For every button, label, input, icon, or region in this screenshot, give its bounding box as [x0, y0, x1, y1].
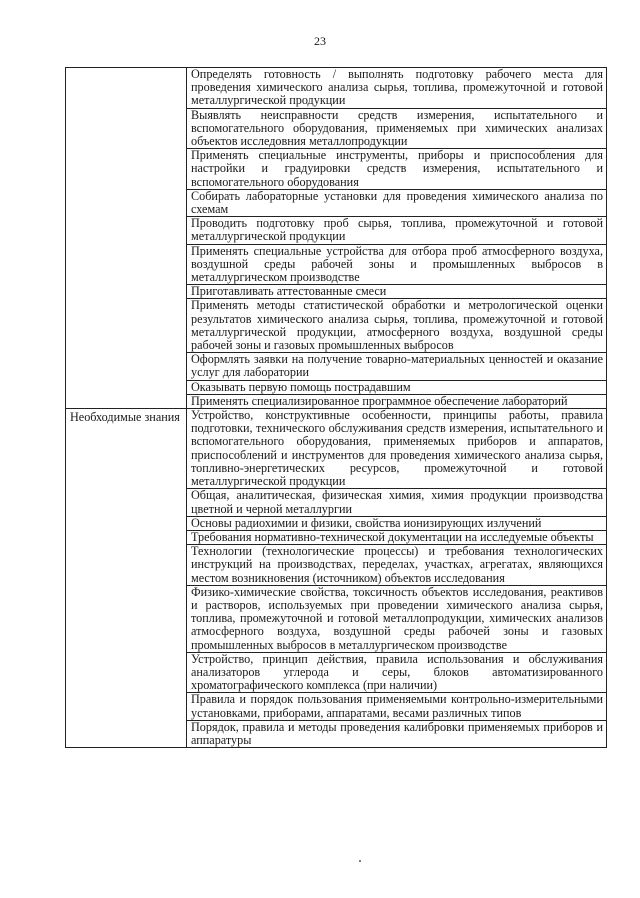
- table-cell: [187, 353, 607, 380]
- knowledge-label-cell: [66, 409, 187, 748]
- table-cell: [187, 149, 607, 190]
- knowledge-text: Общая, аналитическая, физическая химия, химия продукции производства цветной и черной металлургии: [191, 488, 603, 516]
- skill-text: Проводить подготовку проб сырья, топлива, промежуточной и готовой металлургической продукции: [191, 216, 603, 244]
- page-number: 23: [314, 34, 326, 48]
- table-cell: [187, 189, 607, 216]
- skill-text: Применять специальные инструменты, приборы и приспособления для настройки и градуировки средств измерения, испытательного и вспомогательного оборудования: [191, 148, 603, 189]
- table-cell: [187, 285, 607, 299]
- knowledge-label: Необходимые знания: [70, 410, 180, 425]
- table-cell: [187, 720, 607, 747]
- skills-label-cell: [66, 68, 187, 409]
- skill-text: Оформлять заявки на получение товарно-материальных ценностей и оказание услуг для лаборатории: [191, 352, 603, 380]
- skill-text: Определять готовность / выполнять подготовку рабочего места для проведения химического анализа сырья, топлива, промежуточной и готовой металлургической продукции: [191, 67, 603, 108]
- table-cell: [187, 693, 607, 720]
- table-row: [66, 68, 607, 109]
- knowledge-text: Устройство, конструктивные особенности, принципы работы, правила подготовки, технического обслуживания средств измерения, испытательного и вспомогательного оборудования, применяемых приборов и аппаратов, приспособлений и инструментов для проведения химического анализа сырья, топливно-энергетических ресурсов, промежуточной и готовой металлургической продукции: [191, 408, 603, 489]
- table-cell: [187, 108, 607, 149]
- skill-text: Применять методы статистической обработки и метрологической оценки результатов химического анализа сырья, топлива, промежуточной и готовой металлургической продукции, атмосферного воздуха, воздушной среды рабочей зоны и газовых промышленных выбросов: [191, 298, 603, 353]
- knowledge-text: Требования нормативно-технической документации на исследуемые объекты: [191, 529, 594, 544]
- skill-text: Приготавливать аттестованные смеси: [191, 284, 387, 299]
- knowledge-text: Физико-химические свойства, токсичность объектов исследования, реактивов и растворов, используемых при проведении химического анализа сырья, топлива, промежуточной и готовой металлопродукции, химических анализов атмосферного воздуха, воздушной среды рабочей зоны и газовых промышленных выбросов в металлургическом производстве: [191, 584, 603, 652]
- knowledge-text: Правила и порядок пользования применяемыми контрольно-измерительными установками, приборами, аппаратами, весами различных типов: [191, 692, 603, 720]
- table-cell: [187, 409, 607, 489]
- competency-table: [65, 67, 607, 748]
- skill-text: Применять специальные устройства для отбора проб атмосферного воздуха, воздушной среды рабочей зоны и промышленных выбросов в металлургическом производстве: [191, 243, 603, 285]
- table-cell: [187, 244, 607, 285]
- skill-text: Применять специализированное программное обеспечение лабораторий: [191, 393, 568, 408]
- table-cell: [187, 217, 607, 244]
- knowledge-text: Порядок, правила и методы проведения калибровки применяемых приборов и аппаратуры: [191, 719, 603, 747]
- knowledge-text: Технологии (технологические процессы) и требования технологических инструкций на производствах, переделах, участках, агрегатах, являющихся местом возникновения (источником) объектов исследования: [191, 544, 603, 585]
- table-cell: [187, 545, 607, 586]
- scan-speck: [359, 860, 361, 862]
- table-cell: [187, 394, 607, 408]
- table-cell: [187, 489, 607, 516]
- skill-text: Выявлять неисправности средств измерения, испытательного и вспомогательного оборудования, применяемых при химических анализах объектов исследовния металлопродукции: [191, 107, 603, 149]
- table-cell: [187, 68, 607, 109]
- skill-text: Оказывать первую помощь пострадавшим: [191, 379, 411, 394]
- table-row: [66, 409, 607, 489]
- skill-text: Собирать лабораторные установки для проведения химического анализа по схемам: [191, 188, 603, 217]
- table-cell: [187, 516, 607, 530]
- table-cell: [187, 585, 607, 652]
- knowledge-text: Устройство, принцип действия, правила использования и обслуживания анализаторов углерода и серы, блоков автоматизированного хроматографического комплекса (при наличии): [191, 651, 603, 693]
- table-cell: [187, 299, 607, 353]
- table-cell: [187, 530, 607, 544]
- table-cell: [187, 652, 607, 693]
- table-cell: [187, 380, 607, 394]
- knowledge-text: Основы радиохимии и физики, свойства ионизирующих излучений: [191, 515, 542, 530]
